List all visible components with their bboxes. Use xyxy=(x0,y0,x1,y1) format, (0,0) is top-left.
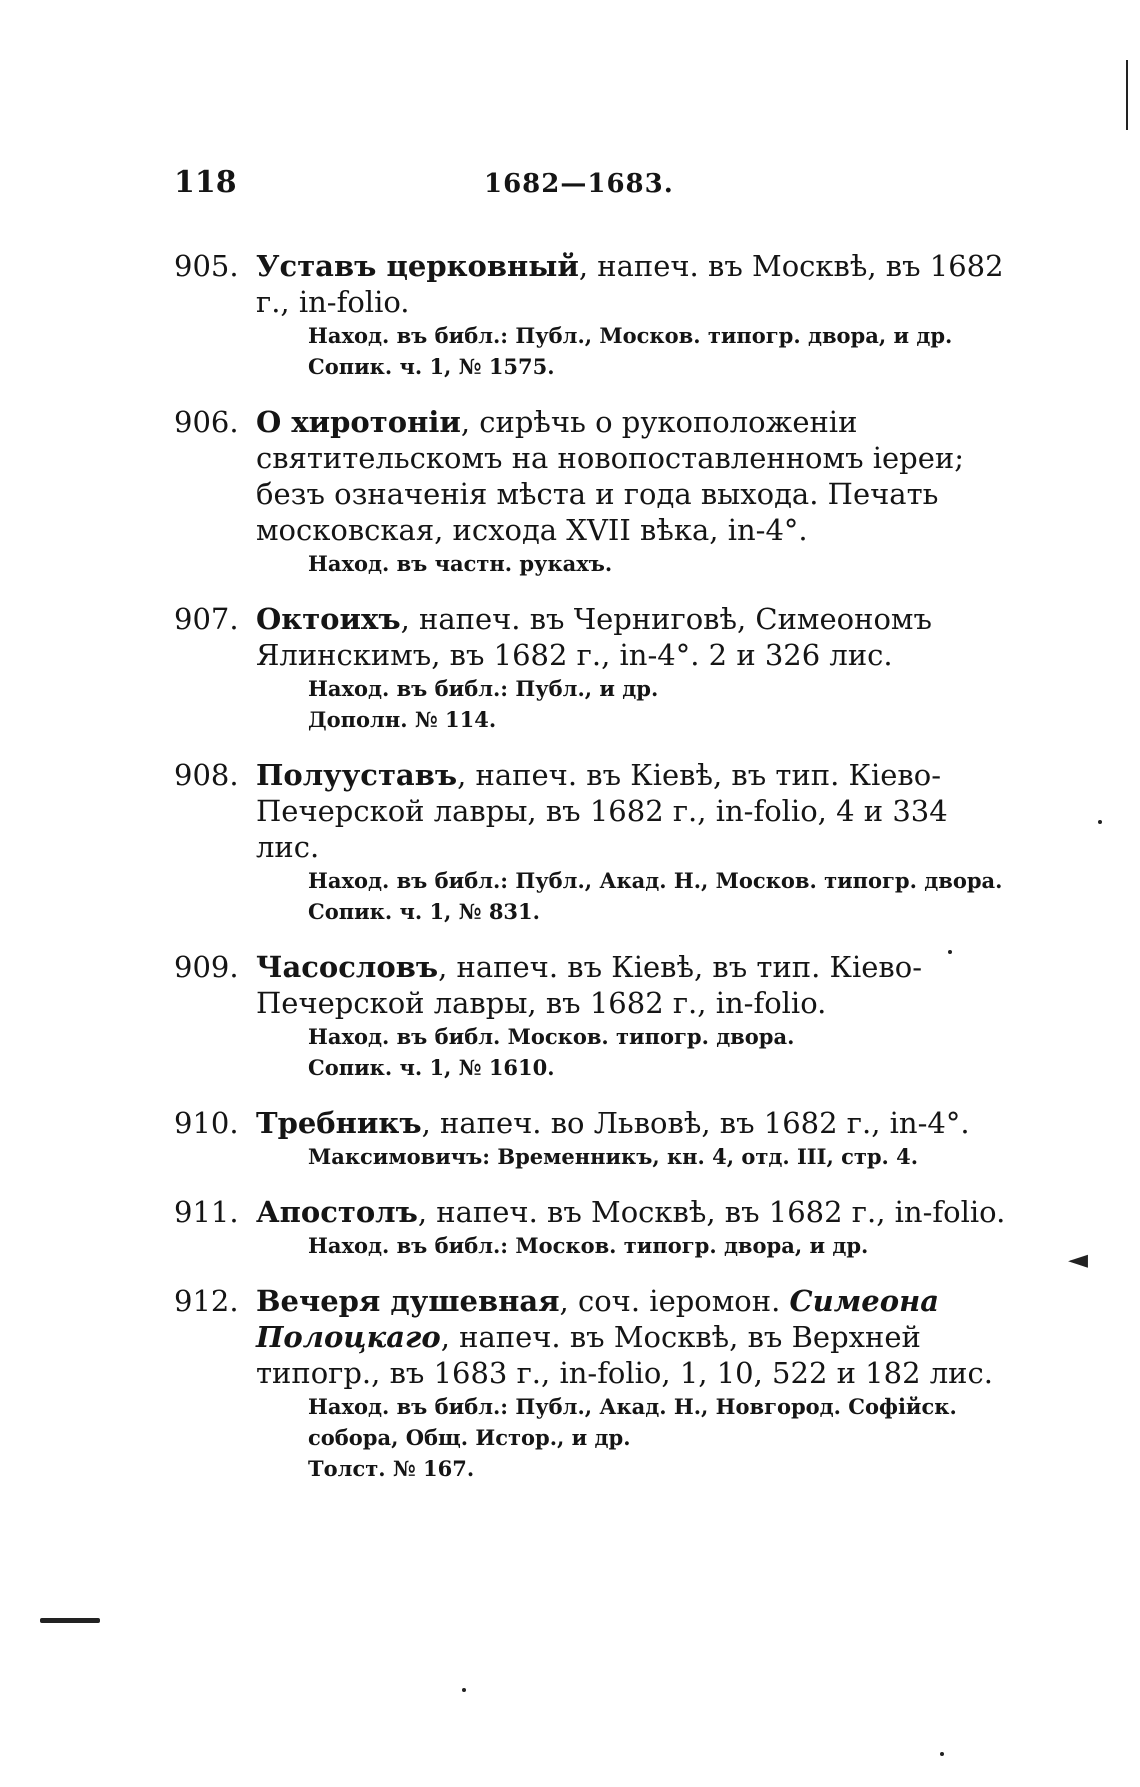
entry-description xyxy=(256,1283,1014,1391)
entry-description xyxy=(256,404,1014,548)
entry-text: , напеч. въ Кіевѣ, въ тип. Кіево-Печерской лавры, въ 1682 г., in-folio. xyxy=(256,950,923,1020)
entry-number: 909. xyxy=(174,950,239,984)
scan-speck xyxy=(940,1752,944,1756)
margin-dash-mark xyxy=(40,1618,100,1623)
entry-text: , напеч. въ Черниговѣ, Симеономъ Ялинскимъ, въ 1682 г., in-4°. 2 и 326 лис. xyxy=(256,602,932,672)
entry-note: Наход. въ библ. Москов. типогр. двора. xyxy=(308,1024,795,1049)
entry-text: , напеч. во Львовѣ, въ 1682 г., in-4°. xyxy=(421,1106,970,1140)
bibliography-entries xyxy=(174,248,1014,1506)
entry-description xyxy=(256,1194,1014,1230)
scan-edge-mark xyxy=(1126,60,1128,130)
entry-description xyxy=(256,248,1014,320)
entry-author: Симеона Полоцкаго xyxy=(256,1284,940,1354)
running-head-years: 1682—1683. xyxy=(484,169,674,199)
entry-description xyxy=(256,949,1014,1021)
entry-note: Наход. въ библ.: Публ., Москов. типогр. двора, и др. xyxy=(308,323,953,348)
entry-text: , напеч. въ Москвѣ, въ Верхней типогр., въ 1683 г., in-folio, 1, 10, 522 и 182 лис. xyxy=(256,1320,993,1390)
entry-number: 910. xyxy=(174,1106,239,1140)
entry-title: Вечеря душевная xyxy=(256,1284,560,1318)
entry-note: Максимовичъ: Временникъ, кн. 4, отд. III, стр. 4. xyxy=(308,1144,919,1169)
page-header xyxy=(174,165,734,205)
entry-title: Требникъ xyxy=(256,1106,422,1140)
entry-note: Наход. въ библ.: Москов. типогр. двора, и др. xyxy=(308,1233,869,1258)
entry-note: Наход. въ библ.: Публ., Акад. Н., Новгород. Софійск. собора, Общ. Истор., и др. xyxy=(308,1394,957,1450)
entry-title: О хиротоніи xyxy=(256,405,461,439)
entry-note: Сопик. ч. 1, № 1610. xyxy=(308,1055,555,1080)
entry-text: , напеч. въ Москвѣ, въ 1682 г., in-folio. xyxy=(417,1195,1006,1229)
entry-description xyxy=(256,757,1014,865)
entry-note: Дополн. № 114. xyxy=(308,707,497,732)
page-number: 118 xyxy=(174,165,237,200)
entry-number: 905. xyxy=(174,249,239,283)
scan-speck xyxy=(948,950,952,954)
entry-text: , соч. іеромон. xyxy=(559,1284,790,1318)
entry-note: Толст. № 167. xyxy=(308,1456,475,1481)
entry-number: 906. xyxy=(174,405,239,439)
entry-907 xyxy=(174,601,1014,735)
entry-908 xyxy=(174,757,1014,927)
entry-905 xyxy=(174,248,1014,382)
entry-description xyxy=(256,601,1014,673)
entry-note: Наход. въ библ.: Публ., и др. xyxy=(308,676,659,701)
entry-number: 908. xyxy=(174,758,239,792)
entry-title: Полууставъ xyxy=(256,758,458,792)
entry-number: 912. xyxy=(174,1284,239,1318)
entry-title: Часословъ xyxy=(256,950,439,984)
entry-911 xyxy=(174,1194,1014,1261)
entry-note: Наход. въ библ.: Публ., Акад. Н., Москов. типогр. двора. xyxy=(308,868,1003,893)
entry-title: Уставъ церковный xyxy=(256,249,579,283)
entry-number: 911. xyxy=(174,1195,239,1229)
entry-title: Октоихъ xyxy=(256,602,401,636)
entry-910 xyxy=(174,1105,1014,1172)
margin-arrow-icon: ◄ xyxy=(1068,1245,1088,1275)
entry-number: 907. xyxy=(174,602,239,636)
scan-speck xyxy=(462,1688,466,1692)
entry-text: , напеч. въ Кіевѣ, въ тип. Кіево-Печерской лавры, въ 1682 г., in-folio, 4 и 334 лис. xyxy=(256,758,948,864)
entry-text: , сирѣчь о рукоположеніи святительскомъ на новопоставленномъ іереи; безъ означенія мѣста и года выхода. Печать московская, исхода XVII вѣка, in-4°. xyxy=(256,405,964,547)
entry-note: Сопик. ч. 1, № 1575. xyxy=(308,354,555,379)
scan-speck xyxy=(1098,820,1102,824)
entry-description xyxy=(256,1105,1014,1141)
entry-906 xyxy=(174,404,1014,579)
entry-title: Апостолъ xyxy=(256,1195,418,1229)
entry-note: Наход. въ частн. рукахъ. xyxy=(308,551,613,576)
entry-text: , напеч. въ Москвѣ, въ 1682 г., in-folio. xyxy=(256,249,1004,319)
entry-note: Сопик. ч. 1, № 831. xyxy=(308,899,540,924)
entry-909 xyxy=(174,949,1014,1083)
entry-912 xyxy=(174,1283,1014,1484)
